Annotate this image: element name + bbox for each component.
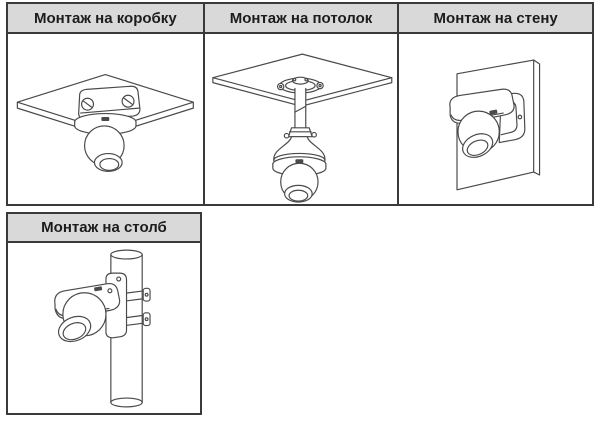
cell-box-mount (8, 34, 203, 204)
box-mount-diagram (8, 34, 203, 204)
mount-options-table-bottom (6, 212, 202, 415)
cell-wall-mount (397, 34, 592, 204)
header-wall-mount: Монтаж на стену (397, 4, 592, 34)
cell-pole-mount (8, 243, 200, 413)
wall-mount-diagram (399, 34, 592, 204)
mount-options-table-top (6, 2, 594, 206)
ceiling-mount-diagram (205, 34, 398, 204)
cell-ceiling-mount (203, 34, 398, 204)
header-pole-mount: Монтаж на столб (8, 214, 200, 243)
pole-mount-diagram (8, 243, 200, 413)
header-box-mount: Монтаж на коробку (8, 4, 203, 34)
header-ceiling-mount: Монтаж на потолок (203, 4, 398, 34)
